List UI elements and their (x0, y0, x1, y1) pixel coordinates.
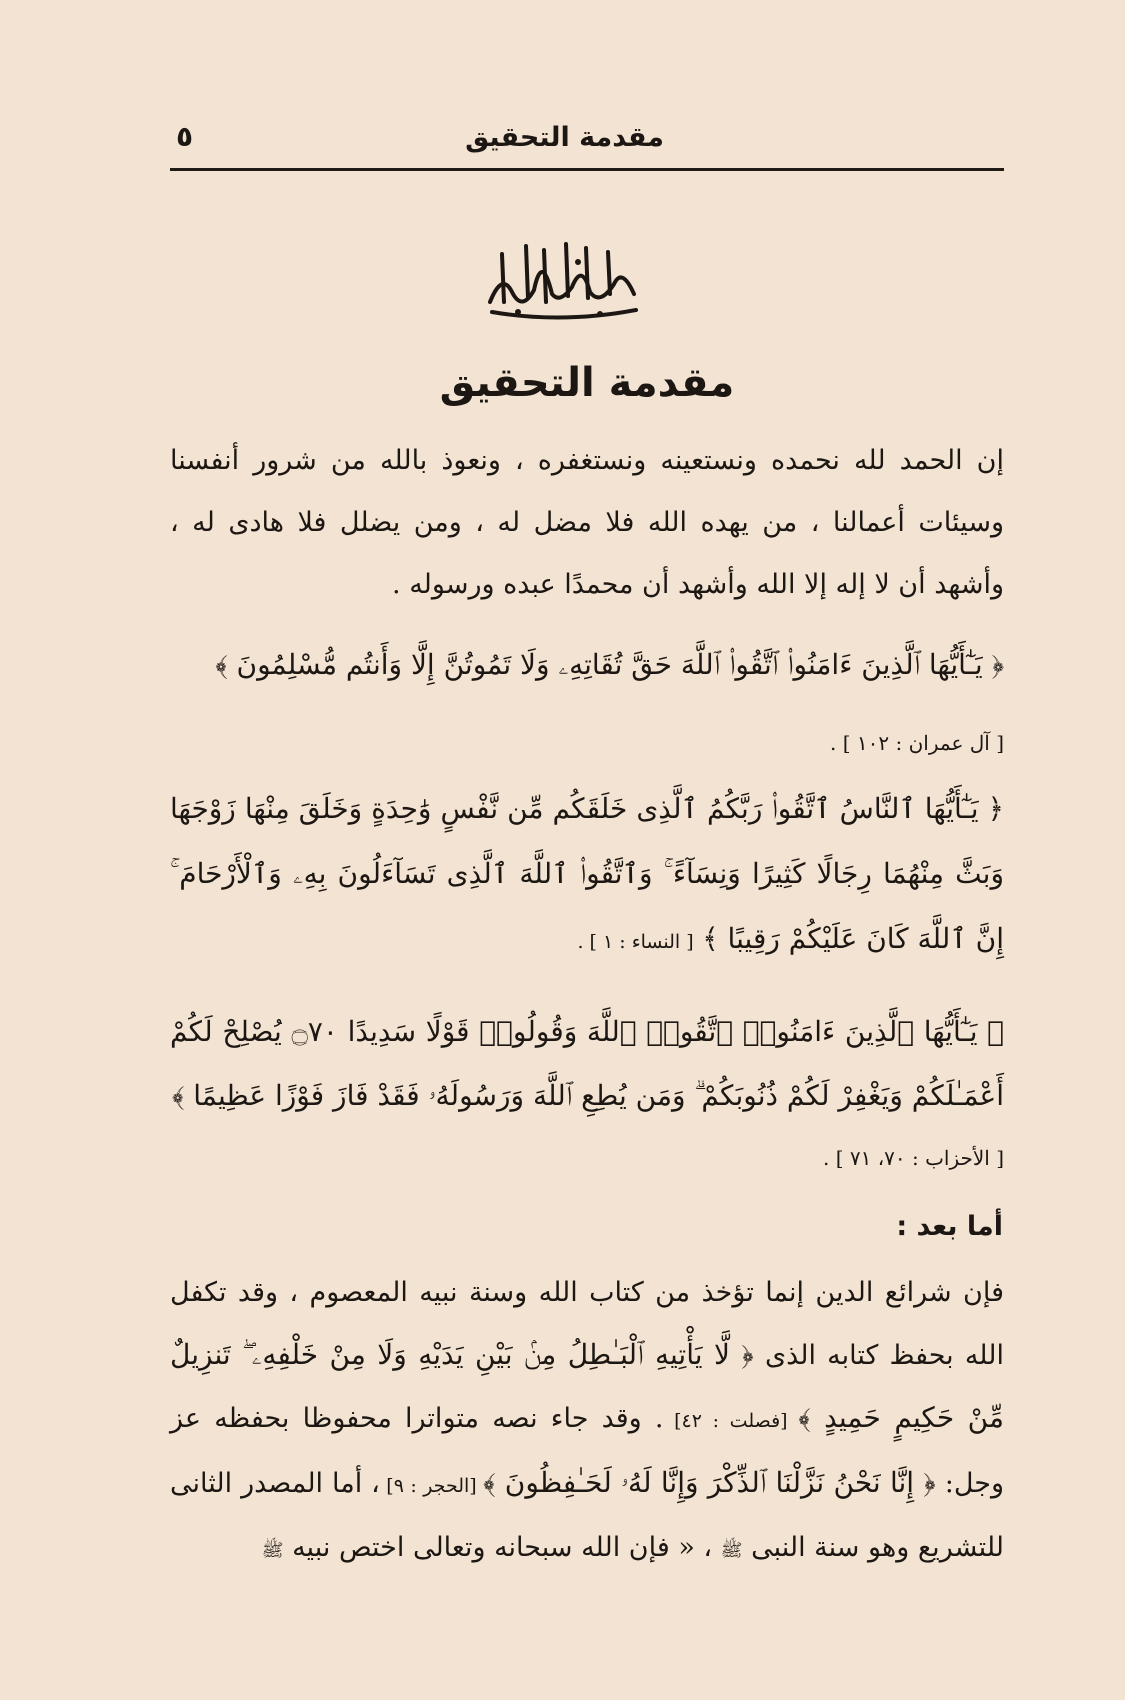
intro-paragraph: إن الحمد لله نحمده ونستعينه ونستغفره ، ونعوذ بالله من شرور أنفسنا وسيئات أعمالنا ، من يهده الله فلا مضل له ، ومن يضلل فلا هادى له ، وأشهد أن لا إله إلا الله وأشهد أن محمدًا عبده ورسوله . (170, 445, 1004, 600)
page-number: ٥ (176, 120, 194, 153)
amma-bad-heading: أما بعد : (896, 1211, 1003, 1242)
closing-paragraph (170, 1262, 1004, 1582)
quran-verse-3: ﴿ يَـٰٓأَيُّهَا ٱلَّذِينَ ءَامَنُوا۟ ٱتَّقُوا۟ ٱللَّهَ وَقُولُوا۟ قَوْلًا سَدِيدًا ۝٧٠ يُصْلِحْ لَكُمْ أَعْمَـٰلَكُمْ وَيَغْفِرْ لَكُمْ ذُنُوبَكُمْ ۗ وَمَن يُطِعِ ٱللَّهَ وَرَسُولَهُۥ فَقَدْ فَازَ فَوْزًا عَظِيمًا ﴾ (170, 1015, 1004, 1112)
salla-icon: ﷺ (720, 1540, 743, 1561)
verse-1-reference: [ آل عمران : ١٠٢ ] . (830, 731, 1004, 755)
quran-verse-1: ﴿ يَـٰٓأَيُّهَا ٱلَّذِينَ ءَامَنُوا۟ ٱتَّقُوا۟ ٱللَّهَ حَقَّ تُقَاتِهِۦ وَلَا تَمُوتُنَّ إِلَّا وَأَنتُم مُّسْلِمُونَ ﴾ (215, 648, 1004, 681)
closing-text-3: ، أما المصدر الثانى للتشريع وهو سنة النبى (170, 1468, 1004, 1563)
salla-icon: ﷺ (261, 1540, 284, 1561)
quran-verse-2 (170, 777, 1004, 974)
fussilat-reference: [فصلت : ٤٢] (663, 1410, 799, 1432)
quran-quote-hijr: ﴿ إِنَّا نَحْنُ نَزَّلْنَا ٱلذِّكْرَ وَإِنَّا لَهُۥ لَحَـٰفِظُونَ ﴾ (483, 1466, 936, 1499)
running-title: مقدمة التحقيق (465, 122, 664, 153)
basmala-calligraphy-icon (482, 232, 642, 322)
closing-text-2: . وقد جاء نصه متواترا محفوظا بحفظه عز وجل: (170, 1403, 1005, 1499)
closing-text-4: ، « فإن الله سبحانه وتعالى اختص نبيه (283, 1532, 721, 1563)
closing-text-1: فإن شرائع الدين إنما تؤخذ من كتاب الله وسنة نبيه المعصوم ، وقد تكفل الله بحفظ كتابه الذى (170, 1277, 1004, 1371)
quran-verse-2-text: ﴿ يَـٰٓأَيُّهَا ٱلنَّاسُ ٱتَّقُوا۟ رَبَّكُمُ ٱلَّذِى خَلَقَكُم مِّن نَّفْسٍ وَٰحِدَةٍ وَخَلَقَ مِنْهَا زَوْجَهَا وَبَثَّ مِنْهُمَا رِجَالًا كَثِيرًا وَنِسَآءً ۚ وَٱتَّقُوا۟ ٱللَّهَ ٱلَّذِى تَسَآءَلُونَ بِهِۦ وَٱلْأَرْحَامَ ۚ إِنَّ ٱللَّهَ كَانَ عَلَيْكُمْ رَقِيبًا ﴾ (170, 792, 1004, 955)
section-title: مقدمة التحقيق (439, 360, 735, 406)
hijr-reference: [الحجر : ٩] (379, 1475, 484, 1497)
quran-quote-fussilat: ﴿ لَّا يَأْتِيهِ ٱلْبَـٰطِلُ مِنۢ بَيْنِ يَدَيْهِ وَلَا مِنْ خَلْفِهِۦ ۖ تَنزِيلٌ مِّنْ حَكِيمٍ حَمِيدٍ ﴾ (170, 1338, 1004, 1434)
verse-3-reference: [ الأحزاب : ٧٠، ٧١ ] . (822, 1146, 1004, 1170)
verse-2-reference: [ النساء : ١ ] . (577, 931, 694, 953)
page-header (170, 118, 1004, 171)
basmala-calligraphy (482, 232, 642, 322)
